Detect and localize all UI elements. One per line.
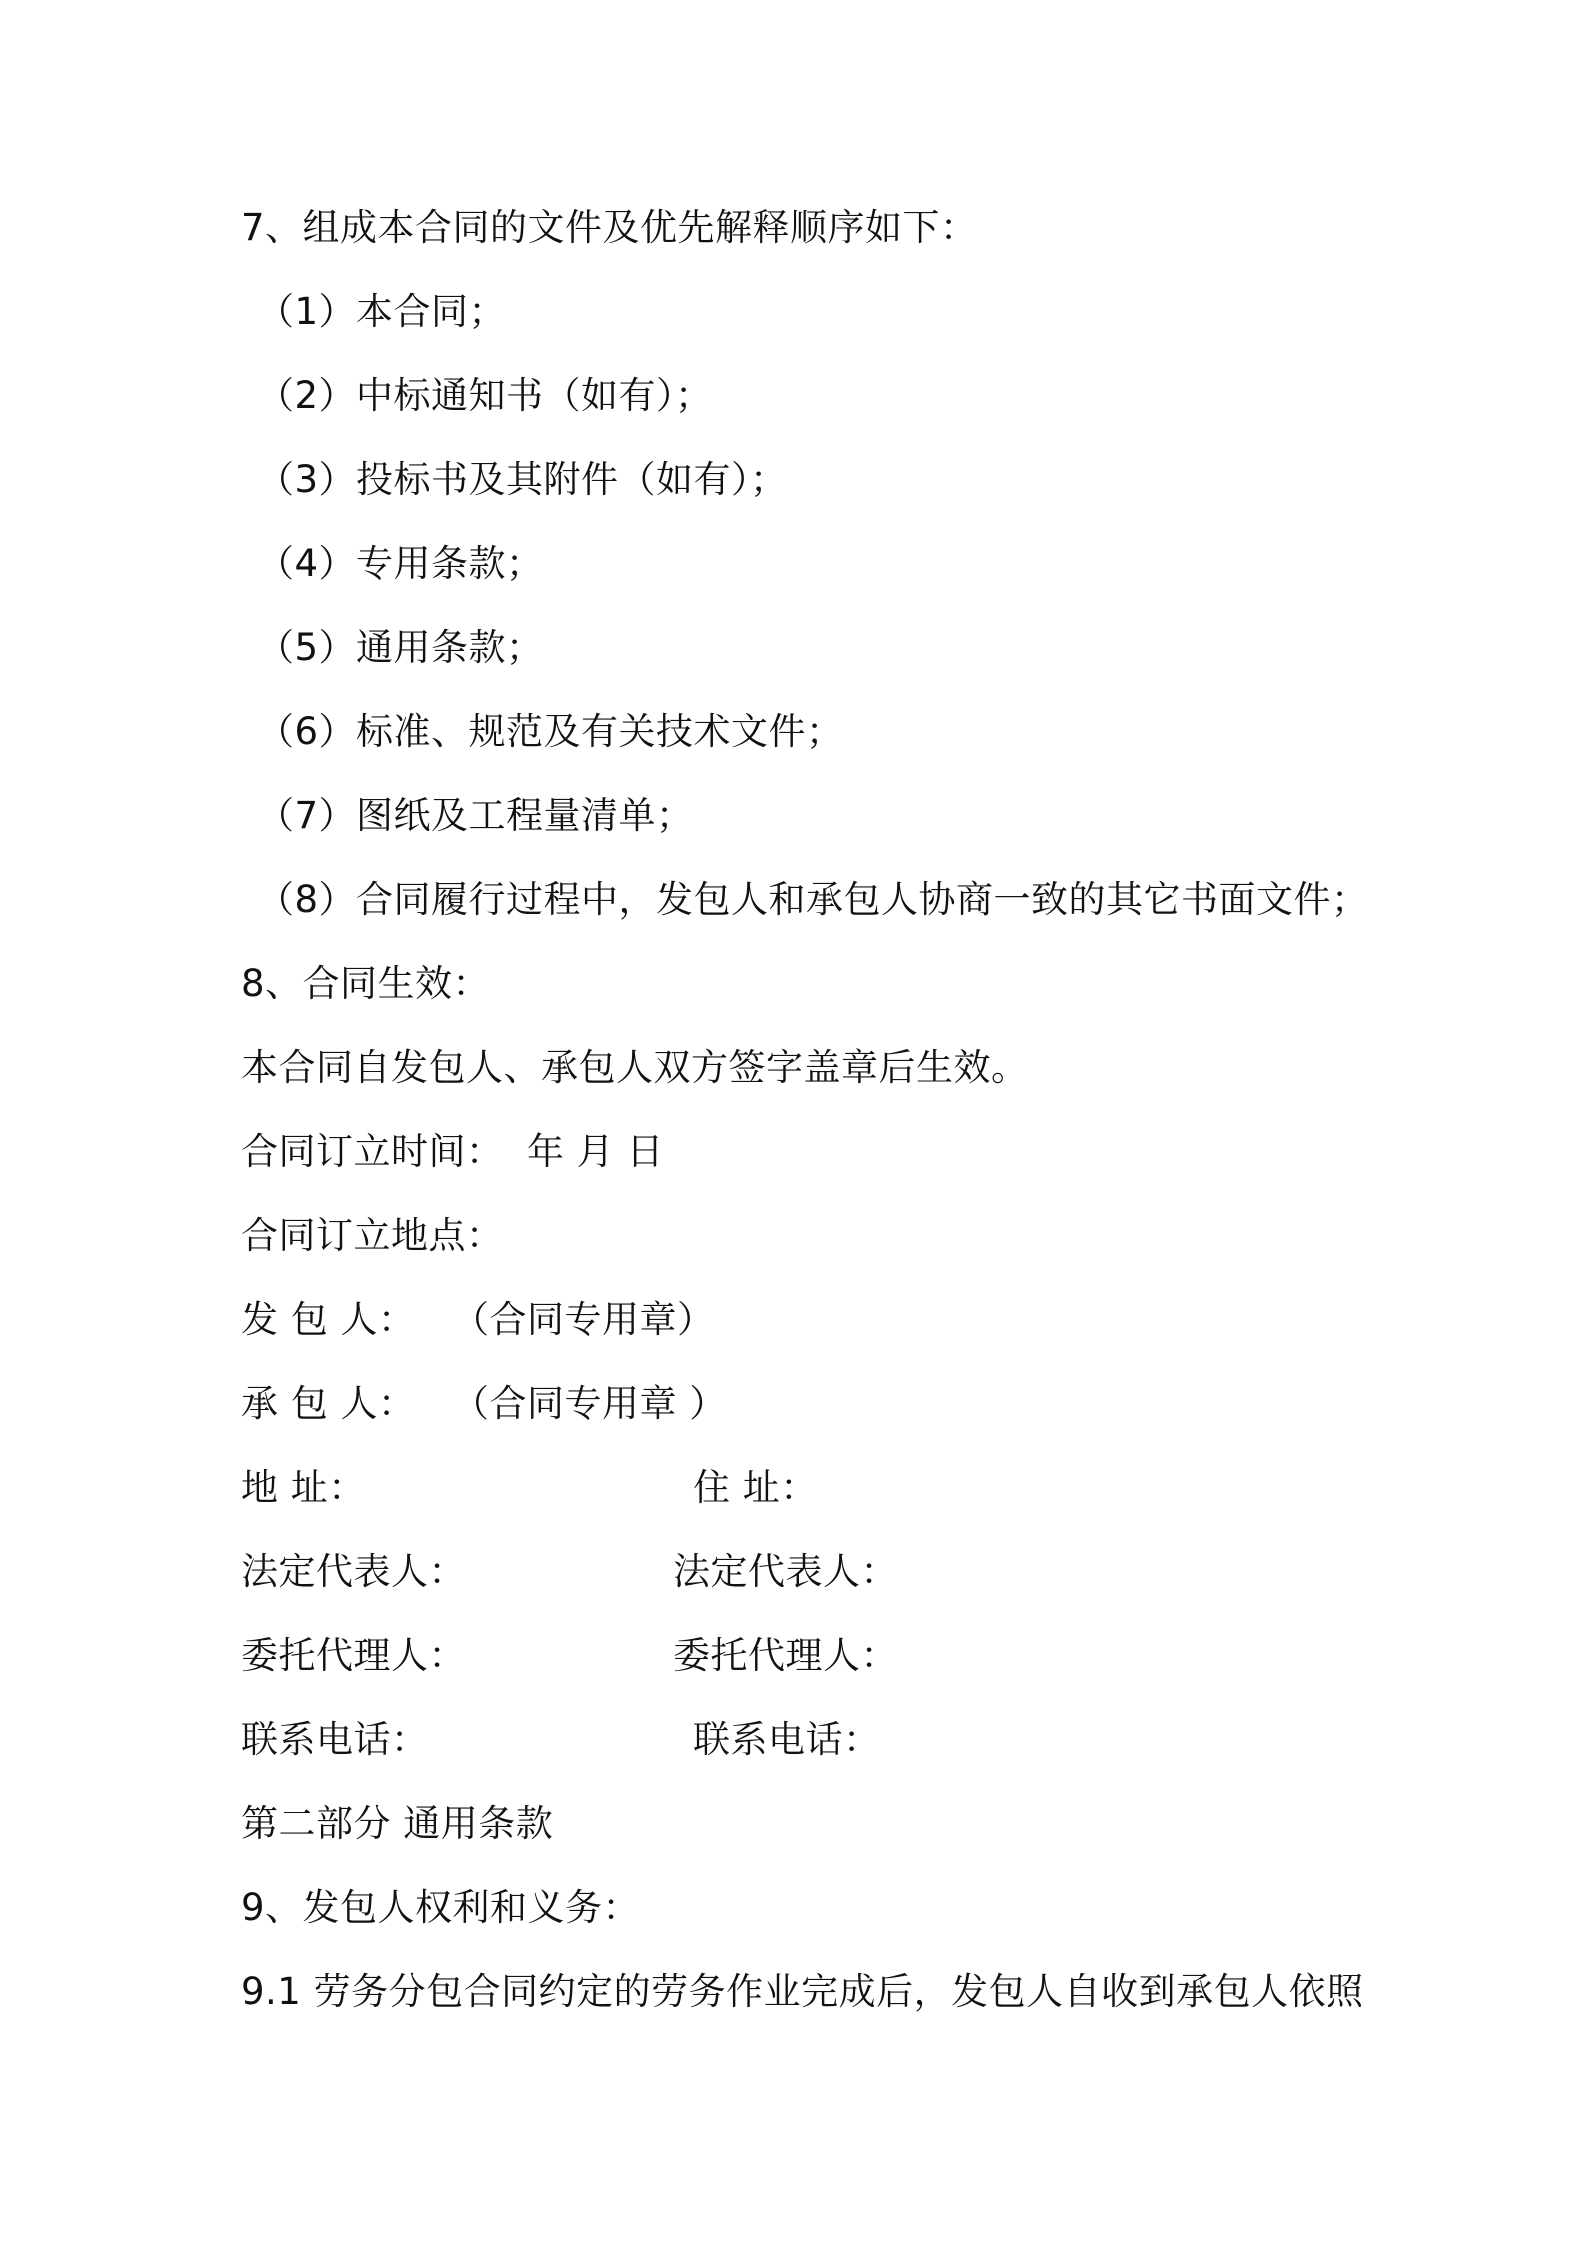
contractor-label: 承 包 人： bbox=[241, 1382, 416, 1425]
legal-rep-right-label: 法定代表人： bbox=[673, 1550, 898, 1593]
clause7-item-7: （7）图纸及工程量清单； bbox=[257, 794, 694, 837]
contractor-seal: （合同专用章 ） bbox=[452, 1382, 727, 1425]
agent-right-label: 委托代理人： bbox=[673, 1634, 898, 1677]
employer-seal: （合同专用章） bbox=[452, 1298, 715, 1341]
clause7-item-3: （3）投标书及其附件（如有）； bbox=[257, 458, 788, 501]
clause9-heading: 9、发包人权利和义务： bbox=[241, 1886, 641, 1929]
clause7-item-2: （2）中标通知书（如有）； bbox=[257, 374, 713, 417]
clause7-item-1: （1）本合同； bbox=[257, 290, 507, 333]
clause7-item-6: （6）标准、规范及有关技术文件； bbox=[257, 710, 844, 753]
agent-left-label: 委托代理人： bbox=[241, 1634, 466, 1677]
legal-rep-left-label: 法定代表人： bbox=[241, 1550, 466, 1593]
clause9-1-text: 9.1 劳务分包合同约定的劳务作业完成后，发包人自收到承包人依照 bbox=[241, 1970, 1364, 2013]
clause7-item-8: （8）合同履行过程中，发包人和承包人协商一致的其它书面文件； bbox=[257, 878, 1369, 921]
employer-label: 发 包 人： bbox=[241, 1298, 416, 1341]
address-left-label: 地 址： bbox=[241, 1466, 366, 1509]
signing-date-label: 合同订立时间： bbox=[241, 1130, 504, 1173]
clause7-item-5: （5）通用条款； bbox=[257, 626, 544, 669]
phone-left-label: 联系电话： bbox=[241, 1718, 429, 1761]
phone-right-label: 联系电话： bbox=[693, 1718, 881, 1761]
part2-heading: 第二部分 通用条款 bbox=[241, 1802, 554, 1845]
clause8-heading: 8、合同生效： bbox=[241, 962, 491, 1005]
signing-place-label: 合同订立地点： bbox=[241, 1214, 504, 1257]
clause8-text: 本合同自发包人、承包人双方签字盖章后生效。 bbox=[241, 1046, 1029, 1089]
signing-date-value: 年 月 日 bbox=[527, 1130, 665, 1173]
clause7-heading: 7、组成本合同的文件及优先解释顺序如下： bbox=[241, 206, 978, 249]
address-right-label: 住 址： bbox=[693, 1466, 818, 1509]
clause7-item-4: （4）专用条款； bbox=[257, 542, 544, 585]
